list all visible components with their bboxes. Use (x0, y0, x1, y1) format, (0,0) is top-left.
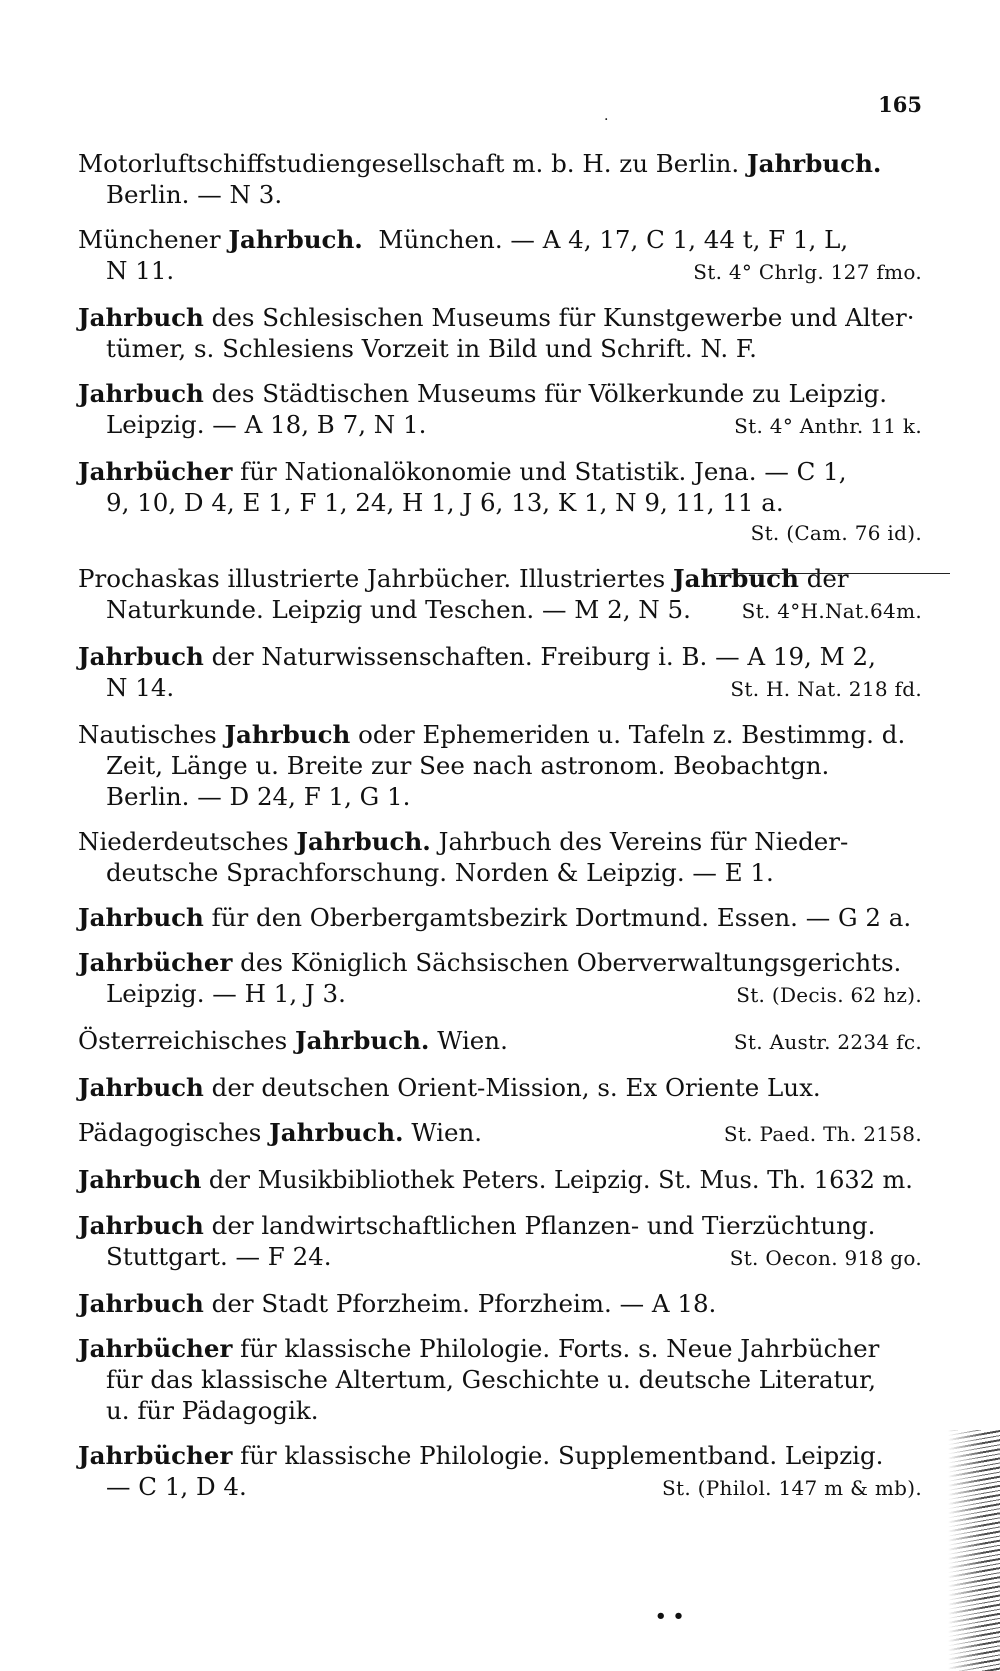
entry-line (78, 1288, 922, 1319)
catalog-entry (78, 641, 922, 705)
entry-line (78, 518, 922, 549)
text-run: Naturkunde. Leipzig und Teschen. — M 2, N 5. (106, 595, 691, 624)
entry-line-text (78, 1072, 821, 1103)
entry-line (78, 487, 922, 518)
catalog-entry (78, 1288, 922, 1319)
text-run: der Musikbibliothek Peters. Leipzig. St. Mus. Th. 1632 m. (201, 1166, 913, 1194)
text-run: N 14. (106, 673, 175, 702)
text-run: tümer, s. Schlesiens Vorzeit in Bild und Schrift. N. F. (106, 334, 757, 363)
text-run: für klassische Philologie. Supplementband. Leipzig. (232, 1441, 884, 1470)
entry-line-text (106, 672, 174, 703)
entry-line-text (78, 947, 901, 978)
entry-line (78, 1164, 922, 1196)
entry-line (78, 148, 922, 179)
text-run: für den Oberbergamtsbezirk Dortmund. Essen. — G 2 a. (203, 903, 912, 932)
entry-line (78, 826, 922, 857)
text-run: oder Ephemeriden u. Tafeln z. Bestimmg. d. (350, 720, 906, 749)
catalog-entry (78, 224, 922, 288)
bottom-mark: • • (655, 1606, 685, 1627)
entry-line (78, 719, 922, 750)
text-run: Prochaskas illustrierte Jahrbücher. Illustriertes (78, 564, 674, 593)
text-run: Motorluftschiffstudiengesellschaft m. b. H. zu Berlin. (78, 149, 748, 178)
entry-line-text (78, 826, 848, 857)
shelf-signature: St. (Decis. 62 hz). (736, 983, 922, 1007)
entry-line (78, 902, 922, 933)
entry-line-text (106, 1471, 247, 1502)
text-run: der landwirtschaftlichen Pflanzen- und Tierzüchtung. (203, 1211, 876, 1240)
entry-line (78, 672, 922, 705)
entry-line (78, 179, 922, 210)
keyword-bold: Jahrbücher (78, 948, 233, 977)
keyword-bold: Jahrbuch (78, 642, 204, 671)
entry-line (78, 594, 922, 627)
entry-line (78, 456, 922, 487)
entry-line-text (106, 179, 282, 210)
text-run: u. für Pädagogik. (106, 1396, 319, 1425)
shelf-signature: St. H. Nat. 218 fd. (730, 677, 922, 701)
catalog-entry (78, 1210, 922, 1274)
entry-line (78, 409, 922, 442)
text-run: Österreichisches (78, 1026, 296, 1055)
keyword-bold: Jahrbuch. (228, 225, 363, 254)
entry-line-text (106, 1241, 332, 1272)
catalog-entry (78, 1440, 922, 1504)
entry-line (78, 224, 922, 255)
entry-line-text (78, 378, 887, 409)
text-run: Berlin. — N 3. (106, 180, 283, 209)
text-run: Leipzig. — A 18, B 7, N 1. (106, 410, 427, 439)
entry-line (78, 563, 922, 594)
text-run: Wien. (403, 1118, 483, 1147)
entry-line (78, 1333, 922, 1364)
catalog-entry (78, 719, 922, 812)
entry-line (78, 1241, 922, 1274)
keyword-bold: Jahrbuch (78, 1289, 204, 1318)
entry-line-text (78, 1288, 716, 1319)
entry-line-text (78, 1025, 508, 1056)
text-run: Jahrbuch des Vereins für Nieder- (430, 827, 849, 856)
keyword-bold: Jahrbuch. (269, 1118, 404, 1147)
entry-line-text (78, 456, 847, 487)
catalog-entry (78, 947, 922, 1011)
page-binding-edge (948, 1430, 1000, 1671)
entry-line-text (106, 487, 784, 518)
entry-line (78, 857, 922, 888)
entry-line-text (106, 781, 410, 812)
top-mark: . (604, 108, 609, 124)
catalog-entry (78, 902, 922, 933)
entry-list (78, 148, 922, 1518)
entry-line-text (106, 857, 774, 888)
shelf-signature: St. Austr. 2234 fc. (733, 1030, 922, 1054)
text-run: Zeit, Länge u. Breite zur See nach astronom. Beobachtgn. (106, 751, 830, 780)
text-run: München. — A 4, 17, C 1, 44 t, F 1, L, (362, 225, 849, 254)
text-run: für klassische Philologie. Forts. s. Neue Jahrbücher (232, 1334, 880, 1363)
catalog-entry (78, 302, 922, 364)
entry-line-text (106, 1395, 319, 1426)
text-run: für Nationalökonomie und Statistik. Jena. — C 1, (232, 457, 847, 486)
keyword-bold: Jahrbücher (78, 1441, 233, 1470)
catalog-entry (78, 1025, 922, 1058)
text-run: Stuttgart. — F 24. (106, 1242, 332, 1271)
entry-line (78, 978, 922, 1011)
entry-line-text (106, 978, 346, 1009)
entry-line (78, 1210, 922, 1241)
keyword-bold: Jahrbuch. (295, 1026, 430, 1055)
catalog-entry (78, 378, 922, 442)
keyword-bold: Jahrbuch (224, 720, 351, 749)
keyword-bold: Jahrbuch (78, 903, 204, 932)
text-run: Pädagogisches (78, 1118, 270, 1147)
keyword-bold: Jahrbuch (78, 303, 204, 332)
entry-line (78, 378, 922, 409)
entry-line (78, 333, 922, 364)
entry-line (78, 1395, 922, 1426)
entry-line (78, 781, 922, 812)
entry-line (78, 947, 922, 978)
entry-line (78, 1471, 922, 1504)
text-run: des Städtischen Museums für Völkerkunde zu Leipzig. (203, 379, 888, 408)
text-run: des Königlich Sächsischen Oberverwaltungsgerichts. (232, 948, 902, 977)
text-run: Nautisches (78, 720, 225, 749)
entry-line-text (78, 1164, 913, 1196)
entry-line-text (106, 750, 829, 781)
separator-rule (714, 573, 950, 574)
entry-line-text (78, 224, 848, 255)
keyword-bold: Jahrbuch (78, 379, 204, 408)
entry-line-text (106, 1364, 876, 1395)
shelf-signature: St. 4° Anthr. 11 k. (734, 414, 922, 438)
entry-line-text (78, 719, 905, 750)
catalog-entry (78, 148, 922, 210)
shelf-signature: St. 4°H.Nat.64m. (741, 599, 922, 623)
shelf-signature: St. (Philol. 147 m & mb). (662, 1476, 922, 1500)
text-run: Wien. (429, 1026, 508, 1055)
entry-line-text (78, 641, 876, 672)
text-run: Niederdeutsches (78, 827, 297, 856)
text-run: deutsche Sprachforschung. Norden & Leipzig. — E 1. (106, 858, 774, 887)
text-run: N 11. (106, 256, 175, 285)
keyword-bold: Jahrbuch (673, 564, 799, 593)
entry-line (78, 641, 922, 672)
entry-line (78, 1117, 922, 1150)
text-run: der deutschen Orient-Mission, s. Ex Oriente Lux. (203, 1073, 821, 1102)
shelf-signature: St. Oecon. 918 go. (729, 1246, 922, 1270)
text-run: für das klassische Altertum, Geschichte u. deutsche Literatur, (106, 1365, 876, 1394)
catalog-entry (78, 826, 922, 888)
catalog-entry (78, 1164, 922, 1196)
entry-line (78, 1440, 922, 1471)
text-run: 9, 10, D 4, E 1, F 1, 24, H 1, J 6, 13, K 1, N 9, 11, 11 a. (106, 488, 784, 517)
catalog-entry (78, 1117, 922, 1150)
entry-line-text (78, 302, 915, 333)
keyword-bold: Jahrbücher (78, 1334, 233, 1363)
keyword-bold: Jahrbuch. (296, 827, 431, 856)
entry-line (78, 1025, 922, 1058)
shelf-signature: St. (Cam. 76 id). (750, 521, 922, 545)
text-run: Leipzig. — H 1, J 3. (106, 979, 346, 1008)
entry-line-text (78, 1333, 879, 1364)
keyword-bold: Jahrbücher (78, 457, 233, 486)
keyword-bold: Jahrbuch. (747, 149, 882, 178)
catalog-entry (78, 1333, 922, 1426)
entry-line-text (78, 1440, 883, 1471)
entry-line-text (78, 902, 911, 933)
keyword-bold: Jahrbuch (78, 1211, 204, 1240)
shelf-signature: St. 4° Chrlg. 127 fmo. (693, 260, 922, 284)
shelf-signature: St. Paed. Th. 2158. (723, 1122, 922, 1146)
entry-line-text (106, 333, 757, 364)
catalog-entry (78, 456, 922, 549)
text-run: — C 1, D 4. (106, 1472, 247, 1501)
keyword-bold: Jahrbuch (78, 1165, 202, 1194)
entry-line-text (106, 594, 691, 625)
text-run: des Schlesischen Museums für Kunstgewerbe und Alter· (203, 303, 915, 332)
entry-line-text (78, 1210, 875, 1241)
entry-line-text (78, 563, 849, 594)
text-run: Berlin. — D 24, F 1, G 1. (106, 782, 411, 811)
entry-line-text (106, 255, 174, 286)
text-run: Münchener (78, 225, 229, 254)
entry-line (78, 1072, 922, 1103)
entry-line-text (106, 409, 426, 440)
keyword-bold: Jahrbuch (78, 1073, 204, 1102)
entry-line (78, 255, 922, 288)
entry-line (78, 750, 922, 781)
entry-line (78, 302, 922, 333)
page-number: 165 (878, 92, 922, 117)
entry-line-text (78, 1117, 482, 1148)
text-run: der (798, 564, 849, 593)
text-run: der Stadt Pforzheim. Pforzheim. — A 18. (203, 1289, 717, 1318)
entry-line (78, 1364, 922, 1395)
entry-line-text (78, 148, 881, 179)
catalog-entry (78, 1072, 922, 1103)
text-run: der Naturwissenschaften. Freiburg i. B. — A 19, M 2, (203, 642, 876, 671)
